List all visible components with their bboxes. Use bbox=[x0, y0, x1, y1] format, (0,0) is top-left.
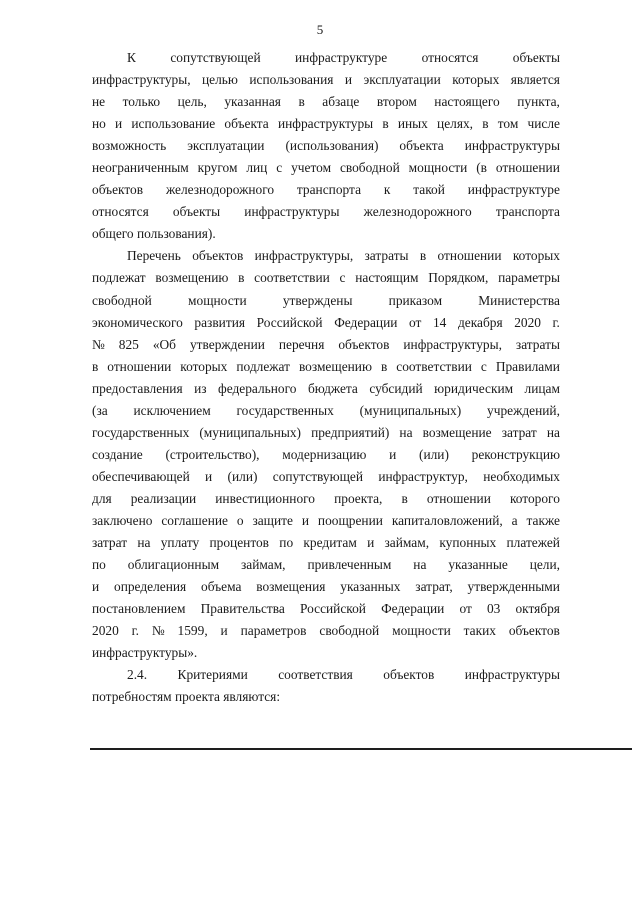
word: которого bbox=[509, 490, 560, 506]
word: с bbox=[339, 270, 346, 286]
word: инфраструктуры, bbox=[403, 336, 502, 352]
word: и bbox=[367, 535, 375, 551]
word: инфраструктуре bbox=[295, 50, 388, 65]
word: параметры bbox=[498, 270, 560, 286]
text-line bbox=[92, 576, 560, 598]
word: затраты bbox=[364, 248, 409, 264]
word: затраты bbox=[515, 336, 560, 352]
word: не bbox=[92, 94, 106, 110]
word: г. bbox=[131, 623, 139, 639]
word: инфраструктуре bbox=[467, 182, 560, 198]
word: и bbox=[344, 72, 353, 88]
word: железнодорожного bbox=[165, 182, 275, 198]
word: (использования) bbox=[285, 138, 379, 154]
word: октября bbox=[515, 601, 560, 617]
word: мощности bbox=[408, 160, 468, 176]
word: утвержденными bbox=[467, 579, 560, 595]
word: реализации bbox=[130, 490, 197, 506]
horizontal-rule bbox=[90, 748, 632, 750]
word: и bbox=[205, 468, 213, 484]
word: государственных bbox=[92, 424, 190, 440]
word: 2020 bbox=[514, 314, 541, 330]
text-line bbox=[92, 334, 560, 356]
word: бюджета bbox=[307, 380, 358, 396]
word: отношении bbox=[437, 248, 502, 264]
word: (или) bbox=[227, 468, 258, 484]
text-line bbox=[92, 400, 560, 422]
word: инвестиционного bbox=[215, 490, 315, 506]
text-line bbox=[92, 312, 560, 334]
word: облигационным bbox=[127, 557, 220, 573]
word: указанные bbox=[448, 557, 508, 573]
text-line bbox=[92, 532, 560, 554]
word: сопутствующей bbox=[170, 50, 261, 65]
word: с bbox=[276, 160, 283, 176]
paragraph-related-infrastructure bbox=[92, 47, 560, 245]
word: объектов bbox=[192, 248, 244, 264]
word: Порядком, bbox=[428, 270, 489, 286]
word: пункта, bbox=[517, 94, 560, 110]
word: том bbox=[497, 116, 519, 132]
word: (строительство), bbox=[165, 446, 260, 462]
word: займам, bbox=[384, 535, 430, 551]
word: а bbox=[511, 512, 518, 528]
word: которых bbox=[452, 72, 500, 88]
word: 1599, bbox=[177, 623, 208, 639]
word: Российской bbox=[299, 601, 366, 617]
word: числе bbox=[527, 116, 560, 132]
word: кругом bbox=[197, 160, 238, 176]
word: (или) bbox=[419, 446, 449, 462]
text-line bbox=[92, 113, 560, 135]
word: транспорта bbox=[495, 204, 560, 220]
text-line bbox=[92, 488, 560, 510]
word: инфраструктуры bbox=[244, 204, 340, 220]
word: в bbox=[92, 358, 99, 374]
word: отношении bbox=[495, 160, 560, 176]
word: реконструкцию bbox=[471, 446, 560, 462]
text-line bbox=[92, 554, 560, 576]
word: указанных bbox=[340, 579, 401, 595]
text-line bbox=[92, 290, 560, 312]
word: с bbox=[480, 358, 487, 374]
word: соответствии bbox=[254, 270, 330, 286]
word: возмещению bbox=[155, 270, 229, 286]
word: и bbox=[115, 116, 123, 132]
word: Федерации bbox=[334, 314, 398, 330]
word: и bbox=[220, 623, 228, 639]
word: только bbox=[122, 94, 161, 110]
word: создание bbox=[92, 446, 143, 462]
word: использование bbox=[131, 116, 216, 132]
word: указанная bbox=[224, 94, 281, 110]
word: г. bbox=[552, 314, 560, 330]
word: но bbox=[92, 116, 106, 132]
word: юридическим bbox=[434, 380, 514, 396]
word: инфраструктуры bbox=[464, 667, 560, 683]
word: на bbox=[399, 424, 413, 440]
word: 2020 bbox=[92, 623, 119, 639]
word: к bbox=[383, 182, 391, 198]
word: параметров bbox=[240, 623, 307, 639]
word: учреждений, bbox=[487, 402, 560, 418]
word: Перечень bbox=[127, 248, 181, 264]
word: отношении bbox=[426, 490, 491, 506]
word: от bbox=[409, 314, 422, 330]
text-line bbox=[92, 378, 560, 400]
word: соглашение bbox=[161, 512, 228, 528]
word: объема bbox=[201, 579, 242, 595]
word: инфраструктуры bbox=[277, 116, 374, 132]
text-line bbox=[92, 179, 560, 201]
word: № bbox=[92, 336, 105, 352]
word: также bbox=[526, 512, 560, 528]
word: отношении bbox=[107, 358, 172, 374]
text-line bbox=[92, 510, 560, 532]
text-line bbox=[92, 47, 560, 69]
word: модернизацию bbox=[282, 446, 367, 462]
word: Российской bbox=[256, 314, 323, 330]
word: объекта bbox=[399, 138, 444, 154]
paragraph-criteria bbox=[92, 664, 560, 708]
word: по bbox=[279, 535, 294, 551]
text-line bbox=[92, 422, 560, 444]
word: (муниципальных) bbox=[199, 424, 301, 440]
word: возмещению bbox=[298, 358, 372, 374]
word: подлежат bbox=[236, 358, 290, 374]
text-line bbox=[92, 444, 560, 466]
word: № bbox=[151, 623, 165, 639]
word: в bbox=[482, 116, 489, 132]
word: определения bbox=[114, 579, 187, 595]
word: иных bbox=[397, 116, 428, 132]
word: 03 bbox=[486, 601, 501, 617]
word: затрат, bbox=[415, 579, 453, 595]
word: в bbox=[298, 94, 305, 110]
word: Критериями bbox=[177, 667, 248, 683]
word: федерального bbox=[218, 380, 297, 396]
word: в bbox=[238, 270, 245, 286]
word: мощности bbox=[392, 623, 451, 639]
word: относятся bbox=[421, 50, 479, 65]
word: втором bbox=[376, 94, 417, 110]
word: экономического bbox=[92, 314, 183, 330]
word: обеспечивающей bbox=[92, 468, 190, 484]
word: из bbox=[194, 380, 207, 396]
word: предоставления bbox=[92, 380, 183, 396]
word: целях, bbox=[437, 116, 474, 132]
word: затрат bbox=[501, 424, 537, 440]
word: возмещение bbox=[422, 424, 492, 440]
word: учетом bbox=[291, 160, 332, 176]
word: по bbox=[92, 557, 106, 573]
text-line bbox=[92, 245, 560, 267]
word: и bbox=[92, 579, 100, 595]
word: настоящим bbox=[355, 270, 419, 286]
word: соответствия bbox=[278, 667, 353, 683]
word: лиц bbox=[246, 160, 268, 176]
text-line bbox=[92, 466, 560, 488]
word: и bbox=[301, 512, 310, 528]
word: цель, bbox=[177, 94, 207, 110]
word: декабря bbox=[457, 314, 503, 330]
word: затрат bbox=[92, 535, 128, 551]
word: объектов bbox=[508, 623, 560, 639]
word: 14 bbox=[432, 314, 447, 330]
word: объектов bbox=[92, 182, 144, 198]
text-line bbox=[92, 69, 560, 91]
word: использования bbox=[249, 72, 334, 88]
word: необходимых bbox=[483, 468, 560, 484]
word: инфраструктур, bbox=[378, 468, 468, 484]
word: купонных bbox=[439, 535, 497, 551]
text-line bbox=[92, 157, 560, 179]
word: инфраструктуры bbox=[464, 138, 560, 154]
word: железнодорожного bbox=[363, 204, 472, 220]
word: Правительства bbox=[200, 601, 285, 617]
word: исключением bbox=[133, 402, 211, 418]
word: возможность bbox=[92, 138, 167, 154]
word: свободной bbox=[92, 292, 152, 308]
word: утверждении bbox=[189, 336, 265, 352]
word: К bbox=[127, 50, 136, 65]
word: лицам bbox=[524, 380, 560, 396]
word: которых bbox=[180, 358, 228, 374]
text-line: потребностям проекта являются: bbox=[92, 689, 281, 705]
word: постановлением bbox=[92, 601, 186, 617]
text-line bbox=[92, 664, 560, 686]
word: в bbox=[382, 116, 389, 132]
word: на bbox=[413, 557, 427, 573]
word: утверждены bbox=[282, 292, 353, 308]
word: (за bbox=[92, 402, 108, 418]
word: займам, bbox=[240, 557, 286, 573]
word: объектов bbox=[338, 336, 390, 352]
word: на bbox=[137, 535, 151, 551]
text-line bbox=[92, 91, 560, 113]
text-line bbox=[92, 135, 560, 157]
word: перечня bbox=[278, 336, 325, 352]
paragraph-infrastructure-list bbox=[92, 245, 560, 664]
word: для bbox=[92, 490, 112, 506]
word: и bbox=[389, 446, 397, 462]
word: является bbox=[510, 72, 560, 88]
word: приказом bbox=[388, 292, 443, 308]
word: настоящего bbox=[434, 94, 500, 110]
word: целью bbox=[202, 72, 238, 88]
word: в bbox=[401, 490, 408, 506]
text-line: инфраструктуры». bbox=[92, 645, 198, 661]
word: о bbox=[236, 512, 244, 528]
word: кредитам bbox=[303, 535, 357, 551]
word: капиталовложений, bbox=[391, 512, 503, 528]
word: неограниченным bbox=[92, 160, 189, 176]
word: цели, bbox=[529, 557, 560, 573]
word: привлеченным bbox=[307, 557, 392, 573]
text-line: общего пользования). bbox=[92, 226, 216, 242]
word: «Об bbox=[152, 336, 176, 352]
word: сопутствующей bbox=[272, 468, 364, 484]
word: (в bbox=[476, 160, 487, 176]
word: инфраструктуры, bbox=[92, 72, 191, 88]
word: на bbox=[546, 424, 560, 440]
word: объекты bbox=[172, 204, 221, 220]
word: поощрении bbox=[317, 512, 383, 528]
word: государственных bbox=[236, 402, 334, 418]
text-line bbox=[92, 620, 560, 642]
word: объектов bbox=[383, 667, 435, 683]
word: от bbox=[459, 601, 472, 617]
word: абзаце bbox=[322, 94, 360, 110]
word: транспорта bbox=[296, 182, 362, 198]
word: (муниципальных) bbox=[359, 402, 462, 418]
word: мощности bbox=[188, 292, 247, 308]
word: Министерства bbox=[478, 292, 560, 308]
word: предприятий) bbox=[311, 424, 390, 440]
word: в bbox=[419, 248, 427, 264]
word: относятся bbox=[92, 204, 149, 220]
word: подлежат bbox=[92, 270, 146, 286]
word: платежей bbox=[506, 535, 560, 551]
word: свободной bbox=[319, 623, 380, 639]
word: заключено bbox=[92, 512, 153, 528]
word: проекта, bbox=[334, 490, 383, 506]
word: соответствии bbox=[396, 358, 472, 374]
word: уплату bbox=[160, 535, 200, 551]
word: объекты bbox=[512, 50, 560, 65]
text-line bbox=[92, 267, 560, 289]
word: Правилами bbox=[495, 358, 560, 374]
word: которых bbox=[512, 248, 560, 264]
word: эксплуатации bbox=[187, 138, 265, 154]
document-body bbox=[92, 47, 560, 708]
word: таких bbox=[463, 623, 496, 639]
text-line bbox=[92, 598, 560, 620]
word: свободной bbox=[339, 160, 400, 176]
word: эксплуатации bbox=[363, 72, 441, 88]
word: процентов bbox=[209, 535, 270, 551]
word: такой bbox=[413, 182, 445, 198]
word: возмещения bbox=[256, 579, 326, 595]
text-line bbox=[92, 201, 560, 223]
word: 825 bbox=[118, 336, 139, 352]
word: объекта bbox=[224, 116, 269, 132]
word: защите bbox=[252, 512, 293, 528]
page-number: 5 bbox=[316, 22, 324, 37]
word: субсидий bbox=[369, 380, 423, 396]
word: инфраструктуры, bbox=[254, 248, 354, 264]
word: в bbox=[380, 358, 388, 374]
word: 2.4. bbox=[127, 667, 148, 683]
word: развития bbox=[194, 314, 246, 330]
text-line bbox=[92, 356, 560, 378]
word: Федерации bbox=[381, 601, 445, 617]
